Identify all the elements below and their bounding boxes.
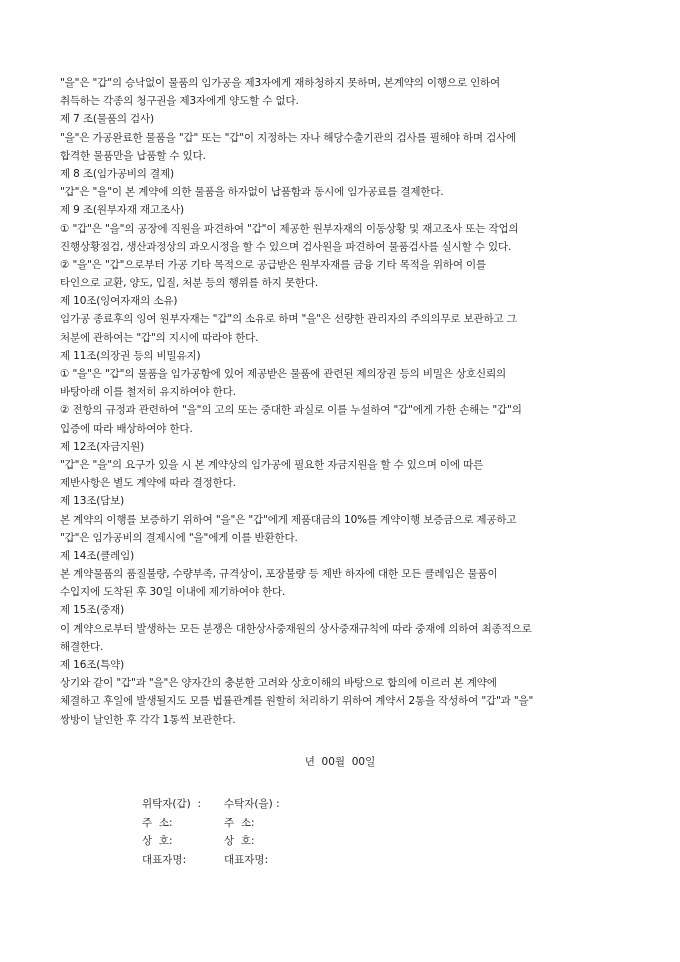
consignee-label: 수탁자(을) : (224, 798, 280, 810)
article-heading: 제 16조(특약) (60, 659, 125, 671)
consignor-company-label: 상 호: (142, 835, 173, 847)
text-line: 바탕아래 이를 철저히 유지하여야 한다. (60, 386, 236, 399)
consignor-label: 위탁자(갑) : (142, 798, 201, 810)
consignor-address-label: 주 소: (142, 816, 173, 829)
text-line: 본 계약물품의 품질불량, 수량부족, 규격상이, 포장불량 등 제반 하자에 대한 모든 클레임은 물품이 (60, 568, 498, 581)
text-line: 본 계약의 이행를 보증하기 위하여 "을"은 "갑"에게 제품대금의 10%를 계약이행 보증금으로 제공하고 (60, 513, 517, 526)
text-line: 해결한다. (60, 640, 104, 653)
text-line: 처분에 관하여는 "갑"의 지시에 따라야 한다. (60, 331, 259, 344)
text-line: ② "을"은 "갑"으로부터 가공 기타 목적으로 공급받은 원부자재를 금융 기타 목적을 위하여 이를 (60, 258, 486, 271)
article-heading: 제 7 조(물품의 검사) (60, 113, 154, 126)
consignee-address-label: 주 소: (224, 816, 255, 829)
signature-row-representative (142, 851, 269, 870)
signature-row-address (142, 814, 255, 833)
article-heading: 제 12조(자금지원) (60, 440, 145, 453)
text-line: ② 전항의 규정과 관련하여 "을"의 고의 또는 중대한 과실로 이를 누설하여 "갑"에게 가한 손해는 "갑"의 (60, 404, 522, 417)
article-heading: 제 9 조(원부자재 재고조사) (60, 204, 184, 217)
text-line: 체결하고 후일에 발생될지도 모를 법률관계를 원할히 처리하기 위하여 계약서 2통을 작성하여 "갑"과 "을" (60, 695, 534, 708)
text-line: 진행상황점검, 생산과정상의 과오시정을 할 수 있으며 검사원을 파견하여 물품검사를 실시할 수 있다. (60, 240, 512, 253)
consignee-representative-label: 대표자명: (224, 853, 269, 866)
text-line: 타인으로 교환, 양도, 입질, 처분 등의 행위를 하지 못한다. (60, 277, 319, 290)
text-line: 임가공 종료후의 잉여 원부자재는 "갑"의 소유로 하며 "을"은 선량한 관리자의 주의의무로 보관하고 그 (60, 313, 517, 326)
signature-row-party (142, 795, 280, 814)
contract-date: 년 00월 00일 (304, 756, 376, 768)
text-line: 수입지에 도착된 후 30일 이내에 제기하여야 한다. (60, 586, 286, 599)
text-line: 취득하는 각종의 청구권을 제3자에게 양도할 수 없다. (60, 95, 299, 108)
text-line: "갑"은 "을"의 요구가 있을 시 본 계약상의 임가공에 필요한 자금지원을 할 수 있으며 이에 따른 (60, 458, 484, 471)
text-line: 쌍방이 날인한 후 각각 1통씩 보관한다. (60, 713, 236, 726)
article-heading: 제 10조(잉여자재의 소유) (60, 295, 178, 308)
text-line: ① "을"은 "갑"의 물품을 임가공함에 있어 제공받은 물품에 관련된 제의장권 등의 비밀은 상호신뢰의 (60, 368, 506, 380)
signature-row-company (142, 832, 255, 851)
signature-block (142, 795, 280, 869)
article-heading: 제 15조(중재) (60, 604, 125, 617)
article-heading: 제 8 조(임가공비의 결제) (60, 167, 174, 180)
text-line: 입증에 따라 배상하여야 한다. (60, 422, 193, 435)
article-heading: 제 11조(의장권 등의 비밀유지) (60, 349, 201, 362)
text-line: 합격한 물품만을 납품할 수 있다. (60, 149, 206, 162)
consignor-representative-label: 대표자명: (142, 853, 187, 866)
text-line: ① "갑"은 "을"의 공장에 직원을 파견하여 "갑"이 제공한 원부자재의 이동상황 및 재고조사 또는 작업의 (60, 222, 519, 235)
text-line: "갑"은 임가공비의 결제시에 "을"에게 이를 반환한다. (60, 531, 298, 544)
text-line: "갑"은 "을"이 본 계약에 의한 물품을 하자없이 납품함과 동시에 임가공료를 결제한다. (60, 186, 444, 199)
article-heading: 제 14조(클레임) (60, 549, 135, 562)
text-line: 제반사항은 별도 계약에 따라 결정한다. (60, 477, 236, 490)
text-line: 상기와 같이 "갑"과 "을"은 양자간의 충분한 고려와 상호이해의 바탕으로 합의에 이르러 본 계약에 (60, 677, 497, 690)
text-line: "을"은 가공완료한 물품을 "갑" 또는 "갑"이 지정하는 자나 해당수출기관의 검사를 필해야 하며 검사에 (60, 131, 517, 144)
contract-body (60, 74, 640, 729)
article-heading: 제 13조(담보) (60, 495, 125, 508)
text-line: "을"은 "갑"의 승낙없이 물품의 임가공을 제3자에게 재하청하지 못하며, 본계약의 이행으로 인하여 (60, 77, 501, 89)
text-line: 이 계약으로부터 발생하는 모든 분쟁은 대한상사중재원의 상사중재규칙에 따라 중재에 의하여 최종적으로 (60, 622, 532, 635)
consignee-company-label: 상 호: (224, 835, 255, 847)
